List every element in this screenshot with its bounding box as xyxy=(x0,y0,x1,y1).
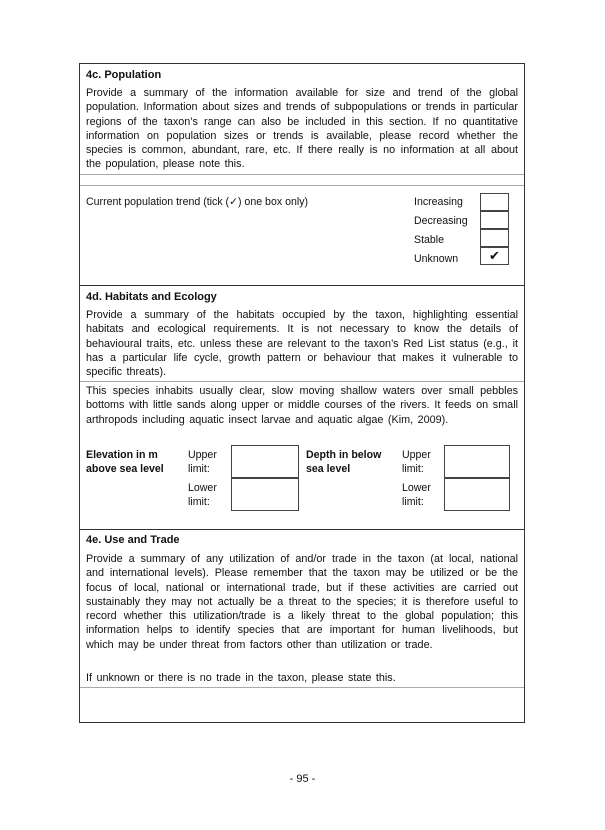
divider xyxy=(80,185,524,186)
depth-upper-input[interactable] xyxy=(444,445,510,478)
habitats-section-title: 4d. Habitats and Ecology xyxy=(86,291,217,303)
unknown-checkbox[interactable]: ✔ xyxy=(480,247,509,265)
use-trade-section-title: 4e. Use and Trade xyxy=(86,534,180,546)
use-trade-description: Provide a summary of any utilization of and/or trade in the taxon (at local, national and international levels). Please remember that the taxon may be utilized or be the focus of local, national or international trade, but if these activities are carried out sustainably they may not actually be a threat to the species; it is therefore useful to record whether this utilization/trade is a likely threat to the global population; this information helps to identify species that are important for human livelihoods, but which may be under threat from factors other than utilization or trade. xyxy=(86,553,518,651)
trend-option-increasing: Increasing xyxy=(414,196,463,208)
use-trade-note: If unknown or there is no trade in the taxon, please state this. xyxy=(86,672,396,684)
depth-lower-label: Lower limit: xyxy=(402,482,431,508)
section-divider xyxy=(80,285,524,286)
decreasing-checkbox[interactable] xyxy=(480,211,509,229)
trend-option-stable: Stable xyxy=(414,234,445,246)
elevation-lower-label: Lower limit: xyxy=(188,482,217,508)
depth-label: Depth in below sea level xyxy=(306,449,382,475)
depth-upper-label: Upper limit: xyxy=(402,449,431,475)
population-description: Provide a summary of the information available for size and trend of the global population. Information about sizes and trends of subpopulations or trends in particular regions of the taxon’s range can also be included in this section. If no quantitative information on population sizes or trends is available, please record whether the species is common, abundant, rare, etc. If there really is no information at all about the population, please note this. xyxy=(86,87,518,171)
habitats-description: Provide a summary of the habitats occupied by the taxon, highlighting essential habitats and ecological requirements. It is not necessary to know the details of behavioural traits, etc. unless these are relevant to the taxon’s Red List status (e.g., it has a particular life cycle, growth pattern or behaviour that makes it vulnerable to specific threats). xyxy=(86,309,518,379)
species-assessment-form xyxy=(79,63,525,723)
population-section-title: 4c. Population xyxy=(86,69,162,81)
trend-option-decreasing: Decreasing xyxy=(414,215,468,227)
stable-checkbox[interactable] xyxy=(480,229,509,247)
depth-lower-input[interactable] xyxy=(444,478,510,511)
section-divider xyxy=(80,529,524,530)
elevation-label: Elevation in m above sea level xyxy=(86,449,164,475)
elevation-upper-label: Upper limit: xyxy=(188,449,217,475)
elevation-lower-input[interactable] xyxy=(231,478,299,511)
page-number: - 95 - xyxy=(289,773,316,785)
habitats-answer: This species inhabits usually clear, slow moving shallow waters over small pebbles bottoms with little sands along upper or middle courses of the rivers. It feeds on small arthropods including aquatic insect larvae and aquatic algae (Kim, 2009). xyxy=(86,385,518,426)
increasing-checkbox[interactable] xyxy=(480,193,509,211)
divider xyxy=(80,381,524,382)
divider xyxy=(80,687,524,688)
elevation-upper-input[interactable] xyxy=(231,445,299,478)
divider xyxy=(80,174,524,175)
population-trend-prompt: Current population trend (tick (✓) one box only) xyxy=(86,196,309,208)
trend-option-unknown: Unknown xyxy=(414,253,459,265)
